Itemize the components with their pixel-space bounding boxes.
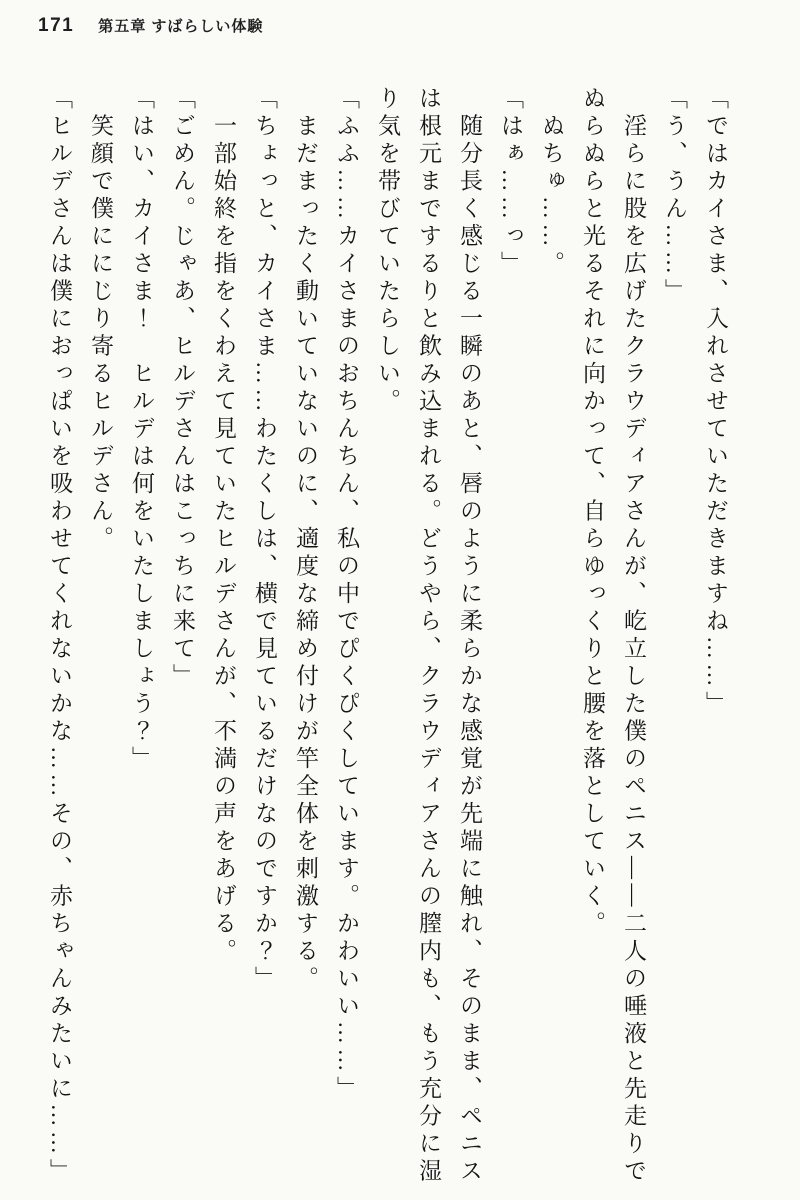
paragraph: 「ふふ……カイさまのおちんちん、私の中でぴくぴくしています。かわいい……」 — [334, 86, 359, 1104]
paragraph: 「う、うん……」 — [662, 86, 687, 306]
paragraph: ぬちゅ……。 — [539, 86, 564, 279]
chapter-title: 第五章 すばらしい体験 — [98, 18, 264, 35]
page-header — [38, 15, 263, 37]
paragraph: 一部始終を指をくわえて見ていたヒルデさんが、不満の声をあげる。 — [211, 86, 236, 966]
paragraph: 「ごめん。じゃあ、ヒルデさんはこっちに来て」 — [170, 86, 195, 691]
paragraph: 「はぁ……っ」 — [498, 86, 523, 279]
paragraph: 笑顔で僕ににじり寄るヒルデさん。 — [88, 86, 113, 554]
paragraph: 「ではカイさま、入れさせていただきますね……」 — [703, 86, 728, 719]
vertical-text-block — [39, 86, 736, 1194]
paragraph: 「はい、カイさま！ ヒルデは何をいたしましょう？」 — [129, 86, 154, 774]
paragraph: 「ヒルデさんは僕におっぱいを吸わせてくれないかな……その、赤ちゃんみたいに……」 — [47, 86, 72, 1186]
paragraph: 「ちょっと、カイさま……わたくしは、横で見ているだけなのですか？」 — [252, 86, 277, 994]
paragraph: 淫らに股を広げたクラウディアさんが、屹立した僕のペニス――二人の唾液と先走りでぬらぬらと光るそれに向かって、自らゆっくりと腰を落としていく。 — [580, 86, 646, 1186]
paragraph: まだまったく動いていないのに、適度な締め付けが竿全体を刺激する。 — [293, 86, 318, 994]
paragraph: 随分長く感じる一瞬のあと、唇のように柔らかな感覚が先端に触れ、そのまま、ペニスは根元までするりと飲み込まれる。どうやら、クラウディアさんの膣内も、もう充分に湿り気を帯びていたらしい。 — [375, 86, 482, 1186]
page-number: 171 — [38, 15, 75, 36]
